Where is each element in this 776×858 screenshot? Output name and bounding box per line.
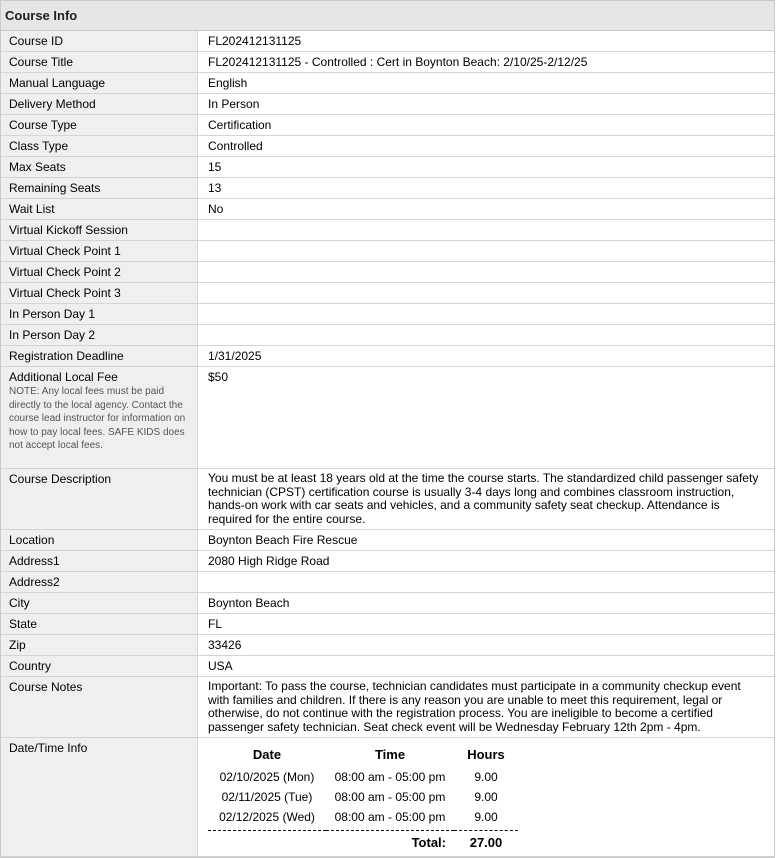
schedule-total-row bbox=[208, 830, 518, 856]
schedule-hours: 9.00 bbox=[474, 769, 498, 784]
row-additional-fee bbox=[1, 367, 774, 469]
value-address1: 2080 High Ridge Road bbox=[198, 550, 775, 571]
schedule-row bbox=[208, 810, 518, 831]
row-wait-list bbox=[1, 199, 774, 220]
schedule-hours: 9.00 bbox=[474, 789, 498, 804]
row-virtual-cp3 bbox=[1, 283, 774, 304]
label-registration-deadline: Registration Deadline bbox=[1, 346, 198, 367]
label-delivery-method: Delivery Method bbox=[1, 94, 198, 115]
row-datetime bbox=[1, 737, 774, 856]
row-virtual-cp1 bbox=[1, 241, 774, 262]
value-course-notes-cell bbox=[198, 676, 775, 737]
value-city: Boynton Beach bbox=[198, 592, 775, 613]
row-in-person-day1 bbox=[1, 304, 774, 325]
value-manual-language: English bbox=[198, 73, 775, 94]
label-remaining-seats: Remaining Seats bbox=[1, 178, 198, 199]
row-country bbox=[1, 655, 774, 676]
value-datetime bbox=[198, 737, 775, 856]
label-wait-list: Wait List bbox=[1, 199, 198, 220]
value-location: Boynton Beach Fire Rescue bbox=[198, 529, 775, 550]
row-max-seats bbox=[1, 157, 774, 178]
value-registration-deadline: 1/31/2025 bbox=[198, 346, 775, 367]
schedule-row bbox=[208, 770, 518, 790]
row-course-id bbox=[1, 31, 774, 52]
schedule-time: 08:00 am - 05:00 pm bbox=[334, 769, 446, 784]
label-course-description: Course Description bbox=[1, 469, 198, 530]
label-virtual-cp2: Virtual Check Point 2 bbox=[1, 262, 198, 283]
label-course-type: Course Type bbox=[1, 115, 198, 136]
row-delivery-method bbox=[1, 94, 774, 115]
row-course-description bbox=[1, 469, 774, 530]
value-in-person-day2 bbox=[198, 325, 775, 346]
schedule-table bbox=[208, 747, 518, 856]
value-remaining-seats: 13 bbox=[198, 178, 775, 199]
row-registration-deadline bbox=[1, 346, 774, 367]
panel-title: Course Info bbox=[1, 1, 774, 31]
schedule-header-time: Time bbox=[374, 746, 406, 762]
schedule-total-spacer bbox=[208, 830, 326, 856]
label-course-id: Course ID bbox=[1, 31, 198, 52]
label-city: City bbox=[1, 592, 198, 613]
row-course-title bbox=[1, 52, 774, 73]
schedule-total-label: Total: bbox=[326, 830, 454, 856]
additional-fee-note: NOTE: Any local fees must be paid directly to the local agency. Contact the course lead instructor for information on how to pay local fees. SAFE KIDS does not accept local fees. bbox=[9, 386, 186, 451]
schedule-date: 02/12/2025 (Wed) bbox=[219, 809, 315, 824]
label-zip: Zip bbox=[1, 634, 198, 655]
value-course-description-cell bbox=[198, 469, 775, 530]
value-delivery-method: In Person bbox=[198, 94, 775, 115]
value-address2 bbox=[198, 571, 775, 592]
value-wait-list: No bbox=[198, 199, 775, 220]
label-address2: Address2 bbox=[1, 571, 198, 592]
schedule-hours: 9.00 bbox=[474, 809, 498, 824]
schedule-header-hours: Hours bbox=[467, 746, 505, 762]
row-in-person-day2 bbox=[1, 325, 774, 346]
course-info-table bbox=[1, 31, 774, 857]
row-course-notes bbox=[1, 676, 774, 737]
value-zip: 33426 bbox=[198, 634, 775, 655]
value-country: USA bbox=[198, 655, 775, 676]
label-virtual-cp1: Virtual Check Point 1 bbox=[1, 241, 198, 262]
value-max-seats: 15 bbox=[198, 157, 775, 178]
row-virtual-cp2 bbox=[1, 262, 774, 283]
value-state: FL bbox=[198, 613, 775, 634]
schedule-time: 08:00 am - 05:00 pm bbox=[334, 809, 446, 824]
schedule-date: 02/10/2025 (Mon) bbox=[219, 769, 315, 784]
value-virtual-cp2 bbox=[198, 262, 775, 283]
label-cell-additional-fee bbox=[1, 367, 198, 469]
label-course-title: Course Title bbox=[1, 52, 198, 73]
label-virtual-kickoff: Virtual Kickoff Session bbox=[1, 220, 198, 241]
row-address1 bbox=[1, 550, 774, 571]
row-city bbox=[1, 592, 774, 613]
row-state bbox=[1, 613, 774, 634]
label-manual-language: Manual Language bbox=[1, 73, 198, 94]
value-course-notes: Important: To pass the course, technician candidates must participate in a community checkup event with families and children. If there is any reason you are unable to meet this requirement, legal or otherwise, do not continue with the registration process. You are ineligible to become a certified passenger safety technician. Seat check event will be Wednesday February 12th 2pm - 4pm. bbox=[208, 678, 741, 734]
value-virtual-kickoff bbox=[198, 220, 775, 241]
row-course-type bbox=[1, 115, 774, 136]
schedule-total-value: 27.00 bbox=[454, 830, 518, 856]
label-class-type: Class Type bbox=[1, 136, 198, 157]
row-manual-language bbox=[1, 73, 774, 94]
row-zip bbox=[1, 634, 774, 655]
row-address2 bbox=[1, 571, 774, 592]
label-virtual-cp3: Virtual Check Point 3 bbox=[1, 283, 198, 304]
label-course-notes: Course Notes bbox=[1, 676, 198, 737]
value-course-type: Certification bbox=[198, 115, 775, 136]
schedule-date: 02/11/2025 (Tue) bbox=[221, 789, 313, 804]
row-location bbox=[1, 529, 774, 550]
label-location: Location bbox=[1, 529, 198, 550]
row-class-type bbox=[1, 136, 774, 157]
label-country: Country bbox=[1, 655, 198, 676]
label-max-seats: Max Seats bbox=[1, 157, 198, 178]
value-course-description: You must be at least 18 years old at the time the course starts. The standardized child passenger safety technician (CPST) certification course is usually 3-4 days long and combines classroom instruction, hands-on work with car seats and vehicles, and a community safety seat checkup. Attendance is required for the entire course. bbox=[208, 471, 759, 527]
label-in-person-day2: In Person Day 2 bbox=[1, 325, 198, 346]
schedule-time: 08:00 am - 05:00 pm bbox=[334, 789, 446, 804]
row-remaining-seats bbox=[1, 178, 774, 199]
value-virtual-cp1 bbox=[198, 241, 775, 262]
value-additional-fee: $50 bbox=[198, 367, 775, 469]
schedule-header-date: Date bbox=[252, 746, 282, 762]
value-virtual-cp3 bbox=[198, 283, 775, 304]
value-in-person-day1 bbox=[198, 304, 775, 325]
schedule-row bbox=[208, 790, 518, 810]
label-in-person-day1: In Person Day 1 bbox=[1, 304, 198, 325]
row-virtual-kickoff bbox=[1, 220, 774, 241]
schedule-header-row bbox=[208, 747, 518, 770]
value-course-title: FL202412131125 - Controlled : Cert in Boynton Beach: 2/10/25-2/12/25 bbox=[198, 52, 775, 73]
value-class-type: Controlled bbox=[198, 136, 775, 157]
label-datetime: Date/Time Info bbox=[1, 737, 198, 856]
value-course-id: FL202412131125 bbox=[198, 31, 775, 52]
label-additional-fee: Additional Local Fee bbox=[9, 370, 118, 384]
label-address1: Address1 bbox=[1, 550, 198, 571]
label-state: State bbox=[1, 613, 198, 634]
